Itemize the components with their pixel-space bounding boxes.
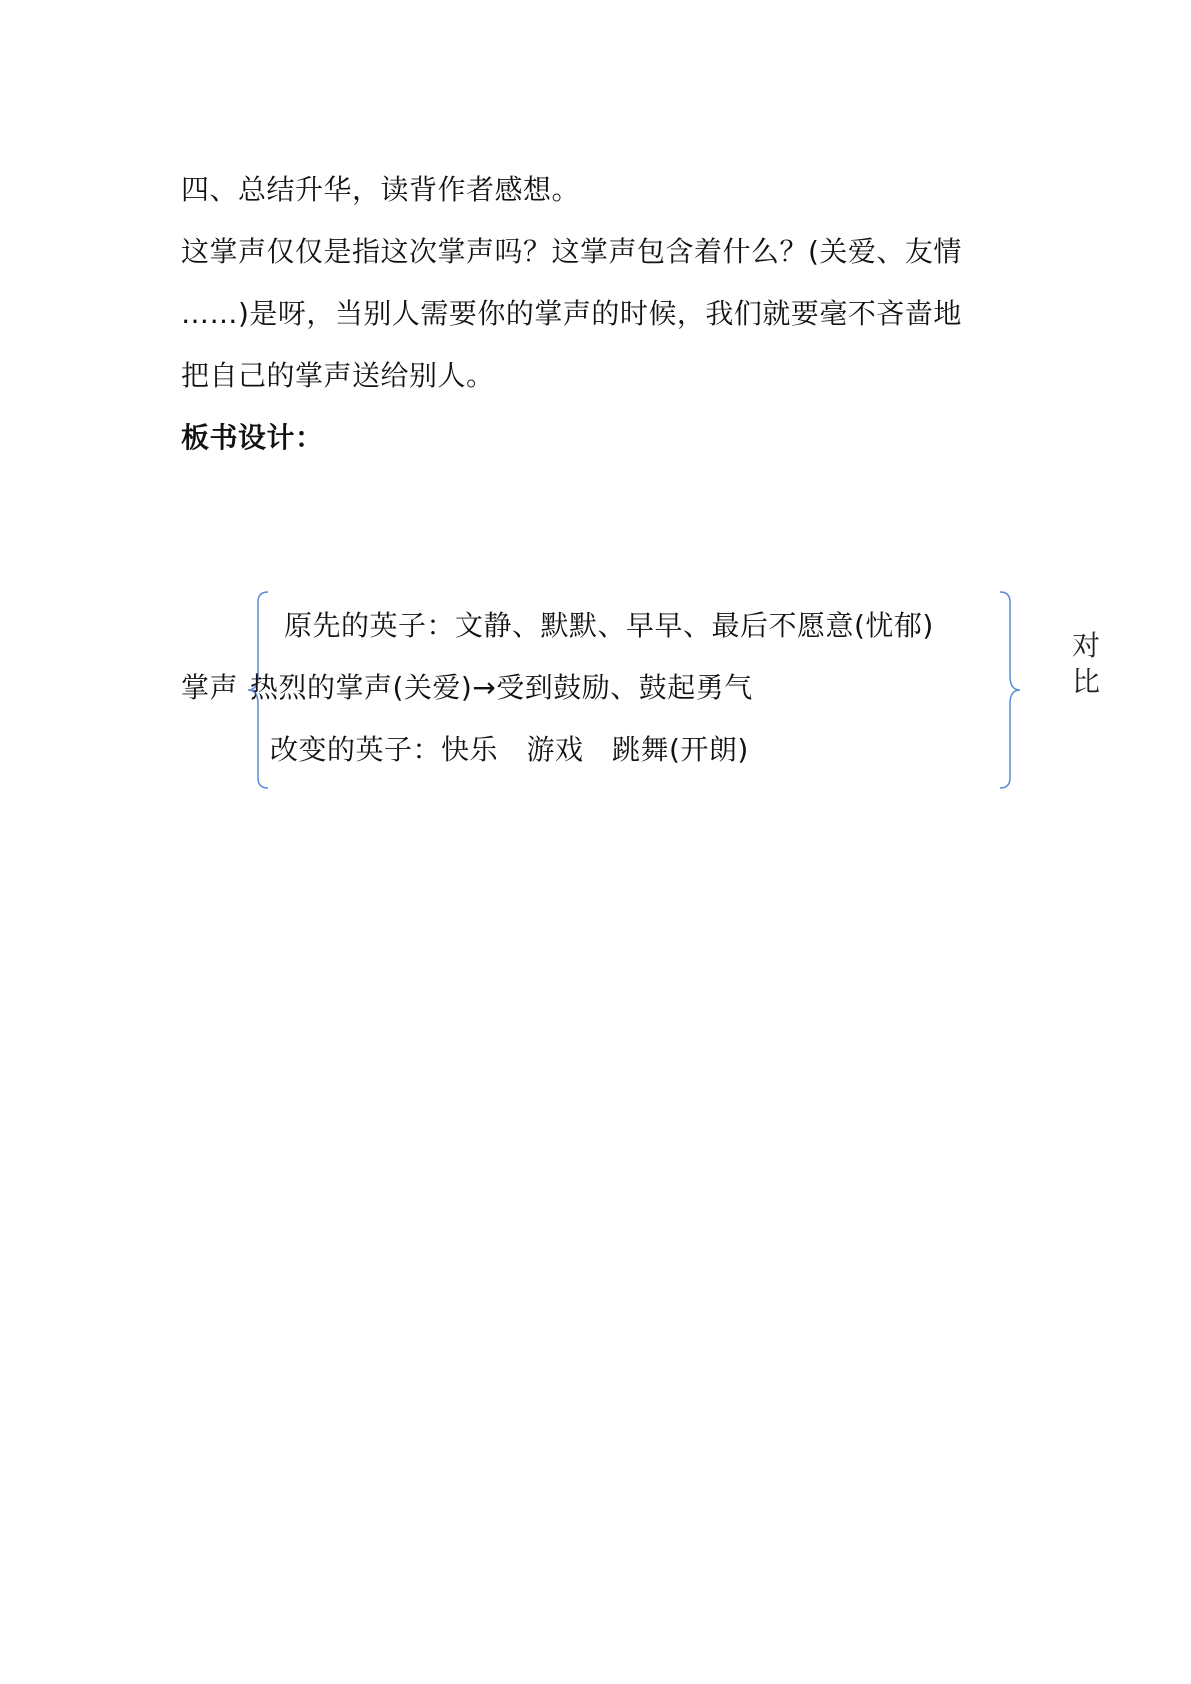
right-brace-icon	[990, 590, 1030, 790]
board-design-title: 板书设计：	[181, 421, 324, 454]
board-branch-3: 改变的英子：快乐 游戏 跳舞(开朗)	[270, 733, 749, 766]
paragraph-line-1: 这掌声仅仅是指这次掌声吗？这掌声包含着什么？(关爱、友情	[181, 235, 962, 268]
paragraph-line-3: 把自己的掌声送给别人。	[181, 359, 495, 392]
board-root-label: 掌声	[181, 671, 239, 704]
board-branch-1: 原先的英子：文静、默默、早早、最后不愿意(忧郁)	[284, 609, 934, 642]
section-heading: 四、总结升华，读背作者感想。	[181, 173, 581, 206]
paragraph-line-2: ……)是呀，当别人需要你的掌声的时候，我们就要毫不吝啬地	[181, 297, 962, 330]
contrast-char-1: 对	[1072, 629, 1101, 662]
board-branch-2: 热烈的掌声(关爱)→受到鼓励、鼓起勇气	[250, 671, 753, 704]
contrast-char-2: 比	[1072, 665, 1101, 698]
